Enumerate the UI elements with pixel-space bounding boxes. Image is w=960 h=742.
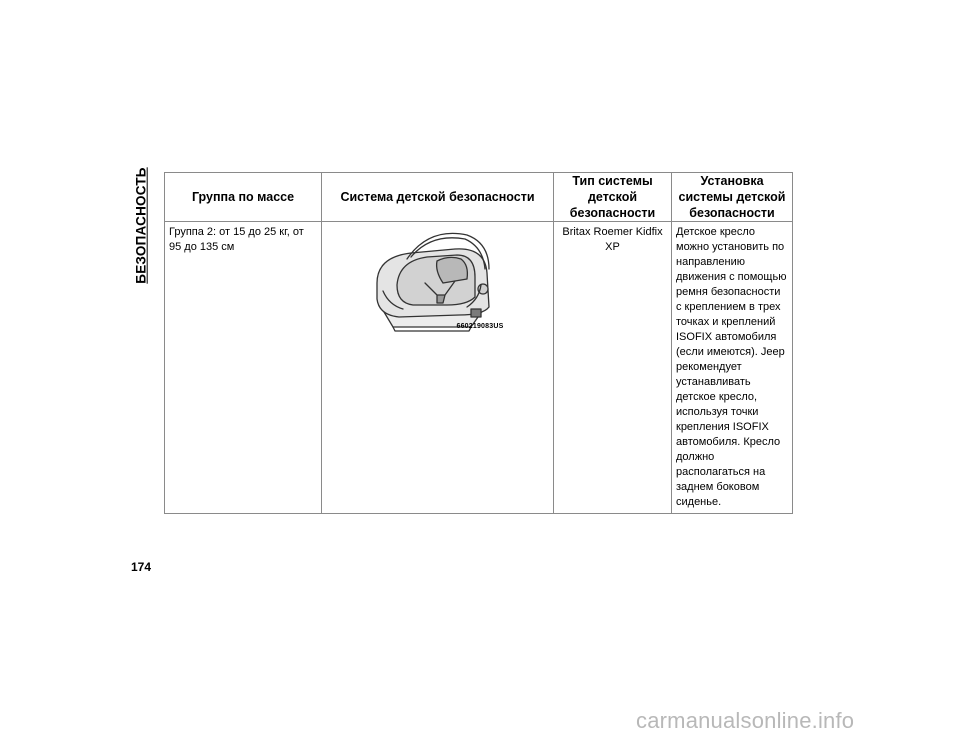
table-header-row <box>165 173 793 222</box>
cell-installation: Детское кресло можно установить по направлению движения с помощью ремня безопасности с креплением в трех точках и креплений ISOFIX автомобиля (если имеются). Jeep рекомендует устанавливать детское кресло, используя точки крепления ISOFIX автомобиля. Кресло должно располагаться на заднем боковом сиденье. <box>672 222 793 514</box>
cell-image <box>322 222 554 514</box>
header-restraint-system: Система детской безопасности <box>322 173 554 222</box>
section-title <box>131 166 151 284</box>
section-title-text: БЕЗОПАСНОСТЬ <box>133 166 149 284</box>
header-installation: Установка системы детской безопасности <box>672 173 793 222</box>
watermark: carmanualsonline.info <box>636 708 855 733</box>
cell-system-type: Britax Roemer Kidfix XP <box>554 222 672 514</box>
header-weight-group: Группа по массе <box>165 173 322 222</box>
child-seat-table <box>164 172 793 514</box>
header-system-type: Тип системы детской безопасности <box>554 173 672 222</box>
cell-weight-group: Группа 2: от 15 до 25 кг, от 95 до 135 см <box>165 222 322 514</box>
table-row <box>165 222 793 514</box>
child-seat-illustration <box>363 225 513 335</box>
image-code: 660219083US <box>456 323 504 330</box>
page-number: 174 <box>131 560 152 574</box>
